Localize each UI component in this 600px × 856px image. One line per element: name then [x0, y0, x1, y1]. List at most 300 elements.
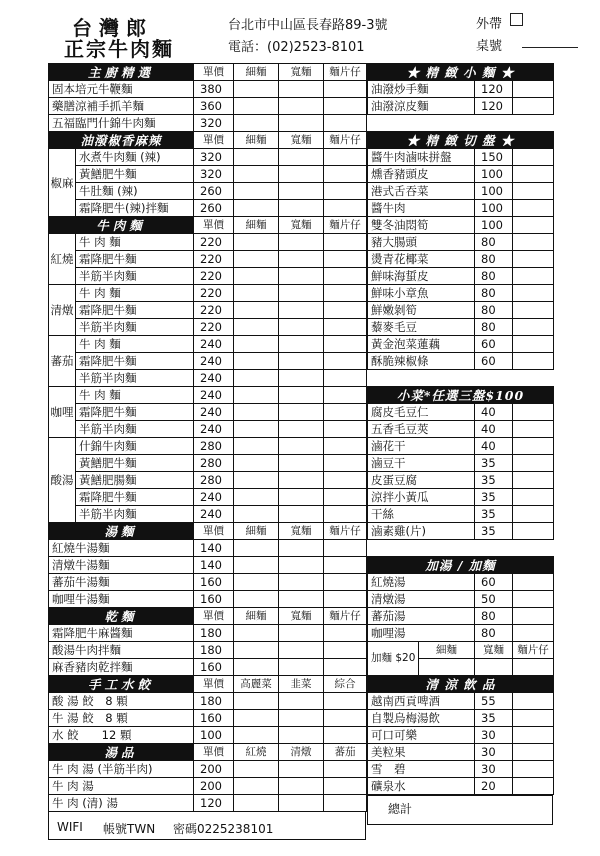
order-cell[interactable] — [513, 625, 554, 642]
menu-item — [49, 234, 367, 251]
order-cell[interactable] — [324, 693, 367, 710]
item-price: 180 — [194, 625, 234, 642]
item-name: 牛 肉 麵 — [76, 234, 194, 251]
item-price: 35 — [475, 455, 513, 472]
item-price: 160 — [194, 591, 234, 608]
section-title: ★ 精 緻 小 麵 ★ — [368, 64, 554, 81]
item-price: 140 — [194, 540, 234, 557]
menu-item — [368, 506, 554, 523]
section-header — [49, 676, 367, 693]
item-price: 40 — [475, 404, 513, 421]
order-cell[interactable] — [513, 455, 554, 472]
order-cell[interactable] — [324, 200, 367, 217]
menu-item — [49, 455, 367, 472]
item-price: 80 — [475, 268, 513, 285]
order-cell[interactable] — [234, 778, 279, 795]
column-header: 單價 — [194, 608, 234, 625]
spacer — [368, 540, 554, 557]
menu-item — [368, 285, 554, 302]
item-price: 220 — [194, 319, 234, 336]
item-price: 260 — [194, 183, 234, 200]
item-name: 五香毛豆莢 — [368, 421, 475, 438]
order-cell[interactable] — [234, 659, 279, 676]
section-title: 手工水餃 — [49, 676, 194, 693]
order-cell[interactable] — [279, 795, 324, 812]
order-cell[interactable] — [513, 438, 554, 455]
order-cell[interactable] — [234, 540, 279, 557]
item-name: 霜降肥牛麵 — [76, 404, 194, 421]
item-price: 180 — [194, 693, 234, 710]
group-label: 咖哩 — [49, 387, 76, 438]
order-cell[interactable] — [324, 642, 367, 659]
order-cell[interactable] — [234, 489, 279, 506]
order-cell[interactable] — [279, 574, 324, 591]
section-title: ★ 精 緻 切 盤 ★ — [368, 132, 554, 149]
item-name: 紅燒湯 — [368, 574, 475, 591]
order-cell[interactable] — [279, 166, 324, 183]
order-cell[interactable] — [234, 421, 279, 438]
order-cell[interactable] — [279, 319, 324, 336]
order-cell[interactable] — [234, 795, 279, 812]
order-cell[interactable] — [324, 319, 367, 336]
item-name: 蕃茄牛湯麵 — [49, 574, 194, 591]
order-cell[interactable] — [279, 234, 324, 251]
column-header: 高麗菜 — [234, 676, 279, 693]
order-cell[interactable] — [234, 302, 279, 319]
menu-item — [49, 319, 367, 336]
order-cell[interactable] — [234, 81, 279, 98]
column-header: 單價 — [194, 217, 234, 234]
item-price: 240 — [194, 336, 234, 353]
order-cell[interactable] — [234, 761, 279, 778]
order-cell[interactable] — [234, 574, 279, 591]
order-cell[interactable] — [513, 234, 554, 251]
item-name: 霜降肥牛麵 — [76, 251, 194, 268]
section-title: 湯品 — [49, 744, 194, 761]
item-price: 240 — [194, 506, 234, 523]
order-cell[interactable] — [324, 149, 367, 166]
table-number-field[interactable] — [522, 47, 578, 48]
order-cell[interactable] — [279, 472, 324, 489]
item-name: 半筋半肉麵 — [76, 506, 194, 523]
item-price: 220 — [194, 234, 234, 251]
wifi-label: WIFI — [57, 820, 83, 834]
item-name: 半筋半肉麵 — [76, 319, 194, 336]
item-price: 240 — [194, 353, 234, 370]
order-cell[interactable] — [324, 336, 367, 353]
item-price: 160 — [194, 574, 234, 591]
item-name: 油潑炒手麵 — [368, 81, 475, 98]
item-price: 80 — [475, 251, 513, 268]
order-cell[interactable] — [324, 659, 367, 676]
menu-item — [49, 795, 367, 812]
section-header — [368, 557, 554, 574]
order-cell[interactable] — [234, 149, 279, 166]
brand-name: 台灣郎 — [72, 16, 153, 40]
item-name: 燙青花椰菜 — [368, 251, 475, 268]
order-cell[interactable] — [234, 183, 279, 200]
item-price: 120 — [475, 98, 513, 115]
order-cell[interactable] — [513, 268, 554, 285]
menu-item — [368, 183, 554, 200]
order-cell[interactable] — [324, 489, 367, 506]
order-cell[interactable] — [279, 302, 324, 319]
order-cell[interactable] — [279, 710, 324, 727]
menu-item — [368, 710, 554, 727]
order-cell[interactable] — [513, 574, 554, 591]
order-cell[interactable] — [324, 81, 367, 98]
order-cell[interactable] — [234, 319, 279, 336]
order-cell[interactable] — [513, 285, 554, 302]
menu-item — [49, 710, 367, 727]
order-cell[interactable] — [234, 438, 279, 455]
order-cell[interactable] — [234, 115, 279, 132]
order-cell[interactable] — [279, 268, 324, 285]
order-cell[interactable] — [419, 659, 475, 676]
menu-item — [368, 302, 554, 319]
order-cell[interactable] — [324, 183, 367, 200]
order-cell[interactable] — [279, 489, 324, 506]
order-cell[interactable] — [279, 659, 324, 676]
menu-item — [49, 625, 367, 642]
order-cell[interactable] — [324, 302, 367, 319]
order-cell[interactable] — [279, 404, 324, 421]
order-cell[interactable] — [513, 608, 554, 625]
order-cell[interactable] — [234, 370, 279, 387]
section-title: 主廚精選 — [49, 64, 194, 81]
item-name: 越南西貢啤酒 — [368, 693, 475, 710]
item-name: 清燉湯 — [368, 591, 475, 608]
item-price: 20 — [475, 778, 513, 795]
order-cell[interactable] — [324, 727, 367, 744]
item-name: 半筋半肉麵 — [76, 370, 194, 387]
item-price: 40 — [475, 438, 513, 455]
order-cell[interactable] — [234, 336, 279, 353]
menu-item — [368, 438, 554, 455]
item-price: 100 — [475, 200, 513, 217]
wifi-account: 帳號TWN — [103, 822, 156, 836]
order-cell[interactable] — [324, 285, 367, 302]
wifi-info — [48, 812, 366, 840]
item-price: 120 — [194, 795, 234, 812]
item-price: 30 — [475, 761, 513, 778]
item-name: 固本培元牛鞭麵 — [49, 81, 194, 98]
order-cell[interactable] — [279, 336, 324, 353]
order-cell[interactable] — [279, 98, 324, 115]
order-cell[interactable] — [279, 183, 324, 200]
order-cell[interactable] — [279, 115, 324, 132]
item-name: 黃金泡菜蓮藕 — [368, 336, 475, 353]
menu-header — [0, 0, 600, 62]
order-cell[interactable] — [279, 251, 324, 268]
menu-item — [368, 693, 554, 710]
order-cell[interactable] — [324, 625, 367, 642]
item-price: 320 — [194, 166, 234, 183]
order-cell[interactable] — [234, 285, 279, 302]
column-header: 紅燒 — [234, 744, 279, 761]
order-cell[interactable] — [324, 574, 367, 591]
noodle-type-header: 細麵 — [419, 642, 475, 659]
order-cell[interactable] — [324, 353, 367, 370]
order-cell[interactable] — [513, 710, 554, 727]
order-cell[interactable] — [234, 166, 279, 183]
order-cell[interactable] — [513, 404, 554, 421]
item-name: 酥脆辣椒條 — [368, 353, 475, 370]
menu-item — [49, 200, 367, 217]
order-cell[interactable] — [279, 438, 324, 455]
item-price: 80 — [475, 625, 513, 642]
order-cell[interactable] — [234, 710, 279, 727]
item-name: 牛 肉 湯 (半筋半肉) — [49, 761, 194, 778]
brand-tagline: 正宗牛肉麵 — [64, 37, 174, 61]
order-cell[interactable] — [513, 591, 554, 608]
order-cell[interactable] — [513, 81, 554, 98]
order-cell[interactable] — [513, 217, 554, 234]
item-price: 220 — [194, 302, 234, 319]
menu-item — [368, 472, 554, 489]
order-cell[interactable] — [279, 353, 324, 370]
order-cell[interactable] — [513, 727, 554, 744]
item-name: 水煮牛肉麵 (辣) — [76, 149, 194, 166]
order-cell[interactable] — [513, 98, 554, 115]
group-label: 紅燒 — [49, 234, 76, 285]
menu-item — [368, 81, 554, 98]
column-header: 韭菜 — [279, 676, 324, 693]
order-cell[interactable] — [279, 540, 324, 557]
item-name: 酸 湯 餃 8 顆 — [49, 693, 194, 710]
order-cell[interactable] — [513, 761, 554, 778]
noodle-type-header: 麵片仔 — [513, 642, 554, 659]
order-cell[interactable] — [234, 506, 279, 523]
column-header: 麵片仔 — [324, 523, 367, 540]
order-cell[interactable] — [324, 98, 367, 115]
item-price: 180 — [194, 642, 234, 659]
column-header: 綜合 — [324, 676, 367, 693]
order-cell[interactable] — [234, 693, 279, 710]
order-cell[interactable] — [324, 115, 367, 132]
item-price: 35 — [475, 523, 513, 540]
order-cell[interactable] — [279, 778, 324, 795]
order-cell[interactable] — [324, 795, 367, 812]
order-cell[interactable] — [234, 200, 279, 217]
order-cell[interactable] — [324, 472, 367, 489]
section-header — [49, 523, 367, 540]
column-header: 細麵 — [234, 608, 279, 625]
item-price: 240 — [194, 387, 234, 404]
order-cell[interactable] — [324, 251, 367, 268]
order-cell[interactable] — [324, 540, 367, 557]
item-name: 鮮味海蜇皮 — [368, 268, 475, 285]
item-price: 50 — [475, 591, 513, 608]
column-header: 寬麵 — [279, 64, 324, 81]
menu-item — [368, 778, 554, 795]
order-cell[interactable] — [513, 336, 554, 353]
item-price: 100 — [475, 217, 513, 234]
column-header: 寬麵 — [279, 523, 324, 540]
order-cell[interactable] — [279, 387, 324, 404]
section-header — [49, 132, 367, 149]
order-cell[interactable] — [279, 421, 324, 438]
order-cell[interactable] — [513, 489, 554, 506]
menu-item — [49, 659, 367, 676]
order-cell[interactable] — [324, 166, 367, 183]
item-price: 80 — [475, 608, 513, 625]
item-name: 醬牛肉 — [368, 200, 475, 217]
item-name: 藜麥毛豆 — [368, 319, 475, 336]
order-cell[interactable] — [279, 81, 324, 98]
order-cell[interactable] — [234, 98, 279, 115]
order-cell[interactable] — [279, 727, 324, 744]
order-cell[interactable] — [234, 455, 279, 472]
order-cell[interactable] — [513, 472, 554, 489]
order-cell[interactable] — [513, 251, 554, 268]
order-cell[interactable] — [234, 727, 279, 744]
item-price: 30 — [475, 727, 513, 744]
order-cell[interactable] — [279, 761, 324, 778]
order-cell[interactable] — [279, 591, 324, 608]
order-cell[interactable] — [513, 319, 554, 336]
takeout-checkbox[interactable] — [510, 13, 523, 26]
order-cell[interactable] — [234, 472, 279, 489]
group-label: 蕃茄 — [49, 336, 76, 387]
noodle-type-header: 寬麵 — [475, 642, 513, 659]
order-cell[interactable] — [513, 149, 554, 166]
order-cell[interactable] — [234, 625, 279, 642]
order-cell[interactable] — [513, 353, 554, 370]
order-cell[interactable] — [234, 251, 279, 268]
item-price: 100 — [475, 183, 513, 200]
order-cell[interactable] — [234, 591, 279, 608]
order-cell[interactable] — [513, 421, 554, 438]
order-cell[interactable] — [324, 387, 367, 404]
order-cell[interactable] — [279, 557, 324, 574]
item-price: 380 — [194, 81, 234, 98]
item-price: 60 — [475, 574, 513, 591]
order-cell[interactable] — [324, 778, 367, 795]
order-cell[interactable] — [279, 149, 324, 166]
item-name: 皮蛋豆腐 — [368, 472, 475, 489]
menu-item — [49, 98, 367, 115]
order-cell[interactable] — [324, 506, 367, 523]
order-cell[interactable] — [324, 557, 367, 574]
order-cell[interactable] — [513, 302, 554, 319]
item-price: 220 — [194, 285, 234, 302]
order-cell[interactable] — [234, 557, 279, 574]
order-cell[interactable] — [513, 523, 554, 540]
item-name: 港式舌吞菜 — [368, 183, 475, 200]
spacer — [368, 115, 554, 132]
item-name: 霜降肥牛麵 — [76, 489, 194, 506]
menu-item — [368, 200, 554, 217]
order-cell[interactable] — [513, 693, 554, 710]
item-name: 滷花干 — [368, 438, 475, 455]
order-cell[interactable] — [475, 659, 513, 676]
menu-item — [49, 778, 367, 795]
menu-item — [368, 574, 554, 591]
main-menu-table — [48, 63, 367, 812]
order-cell[interactable] — [513, 166, 554, 183]
order-cell[interactable] — [234, 642, 279, 659]
item-name: 黃鱔肥腸麵 — [76, 472, 194, 489]
menu-item — [49, 166, 367, 183]
menu-item — [368, 608, 554, 625]
section-title: 湯麵 — [49, 523, 194, 540]
column-header: 寬麵 — [279, 608, 324, 625]
column-header: 細麵 — [234, 64, 279, 81]
order-cell[interactable] — [234, 387, 279, 404]
item-name: 蕃茄湯 — [368, 608, 475, 625]
order-cell[interactable] — [324, 234, 367, 251]
order-cell[interactable] — [324, 404, 367, 421]
menu-item — [368, 455, 554, 472]
order-cell[interactable] — [234, 234, 279, 251]
menu-item — [49, 693, 367, 710]
order-cell[interactable] — [234, 353, 279, 370]
item-price: 80 — [475, 319, 513, 336]
menu-item — [49, 251, 367, 268]
menu-item — [368, 421, 554, 438]
item-price: 35 — [475, 506, 513, 523]
item-price: 150 — [475, 149, 513, 166]
item-name: 霜降肥牛麻醬麵 — [49, 625, 194, 642]
order-cell[interactable] — [324, 438, 367, 455]
order-cell[interactable] — [324, 370, 367, 387]
item-price: 240 — [194, 421, 234, 438]
order-cell[interactable] — [513, 506, 554, 523]
order-cell[interactable] — [513, 744, 554, 761]
menu-item — [49, 472, 367, 489]
item-price: 280 — [194, 455, 234, 472]
order-cell[interactable] — [234, 404, 279, 421]
item-name: 滷豆干 — [368, 455, 475, 472]
item-price: 240 — [194, 489, 234, 506]
menu-item — [49, 574, 367, 591]
item-name: 牛肚麵 (辣) — [76, 183, 194, 200]
order-cell[interactable] — [279, 625, 324, 642]
column-header: 麵片仔 — [324, 608, 367, 625]
order-cell[interactable] — [513, 183, 554, 200]
menu-item — [49, 404, 367, 421]
item-name: 鮮味小章魚 — [368, 285, 475, 302]
order-cell[interactable] — [324, 761, 367, 778]
order-cell[interactable] — [324, 421, 367, 438]
order-cell[interactable] — [279, 455, 324, 472]
order-cell[interactable] — [513, 778, 554, 795]
menu-item — [49, 727, 367, 744]
section-title: 乾麵 — [49, 608, 194, 625]
column-header: 清燉 — [279, 744, 324, 761]
order-cell[interactable] — [513, 200, 554, 217]
order-cell[interactable] — [279, 506, 324, 523]
order-cell[interactable] — [279, 200, 324, 217]
order-cell[interactable] — [279, 642, 324, 659]
item-price: 80 — [475, 234, 513, 251]
order-cell[interactable] — [324, 455, 367, 472]
order-cell[interactable] — [513, 659, 554, 676]
order-cell[interactable] — [279, 693, 324, 710]
order-cell[interactable] — [324, 591, 367, 608]
order-cell[interactable] — [279, 285, 324, 302]
section-title: 小菜*任選三盤$100 — [368, 387, 554, 404]
section-header — [368, 64, 554, 81]
order-cell[interactable] — [324, 710, 367, 727]
order-cell[interactable] — [234, 268, 279, 285]
order-cell[interactable] — [324, 268, 367, 285]
menu-item — [49, 591, 367, 608]
order-cell[interactable] — [279, 370, 324, 387]
item-name: 霜降肥牛麵 — [76, 353, 194, 370]
item-price: 160 — [194, 659, 234, 676]
